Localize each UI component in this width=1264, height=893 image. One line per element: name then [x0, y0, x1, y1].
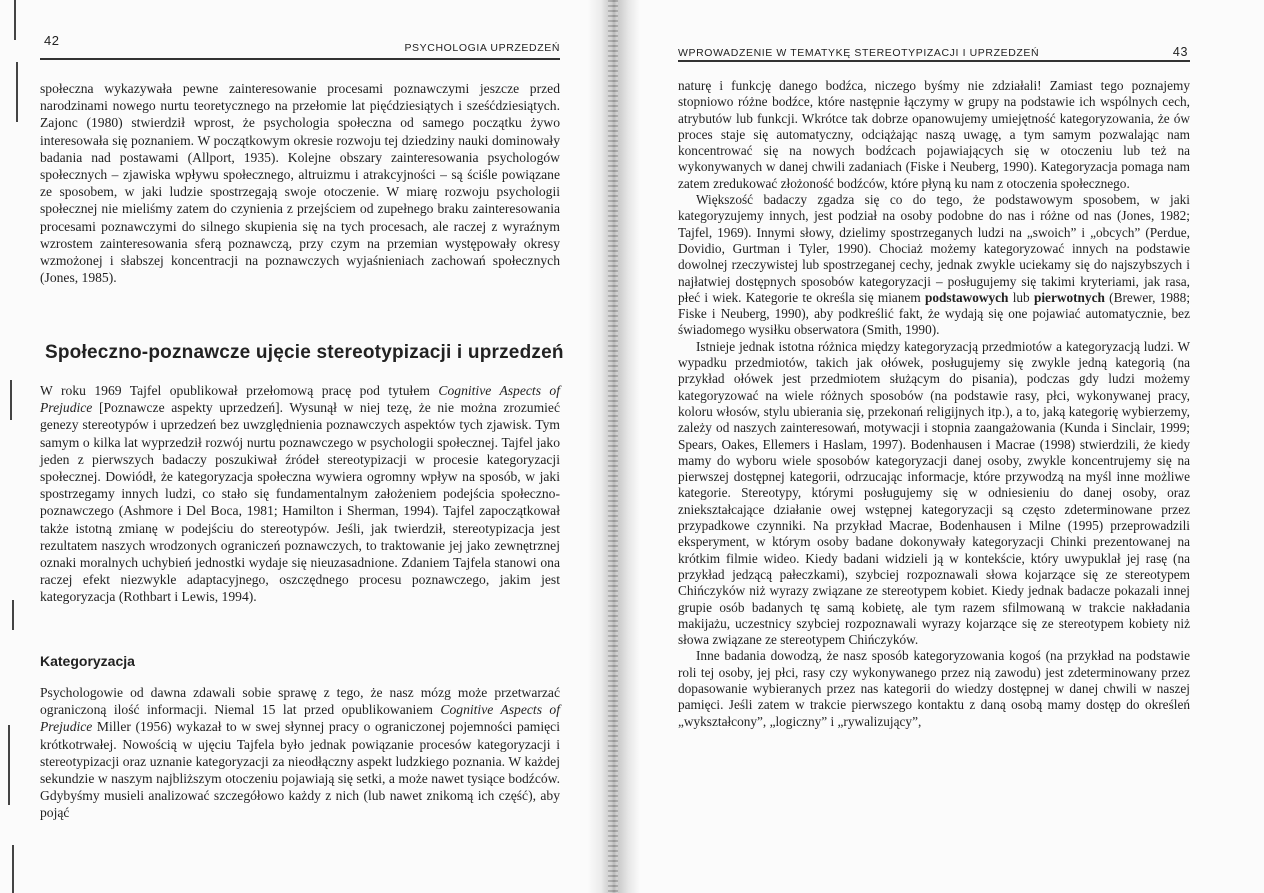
- scan-edge-marks: [0, 0, 30, 893]
- tajfel-paragraph: [40, 382, 560, 606]
- right-paragraph-3: Istnieje jednak istotna różnica między kategoryzacją przedmiotów a kategoryzacją ludzi. W wypadku przedmiotów, takich jak ołówek, posługujemy się zwykle jedną kategorią (na przykład ołówek jest przedmiotem służącym do pisania), podczas gdy ludzi możemy kategoryzować na wiele różnych sposobów (na podstawie rasy, płci, wykonywanej pracy, koloru włosów, stylu ubierania się, przekonań religijnych itp.), a to, jaką kategorię wybierzemy, zależy od naszych zainteresowań, motywacji i stopnia zaangażowania (Kunda i Sinclair, 1999; Spears, Oakes, Ellemers i Haslam, 1997). Bodenhausen i Macrae (1998) stwierdzili, że kiedy mamy do wyboru wiele sposobów kategoryzacji danej osoby, zwykle koncentrujemy się na pierwszej dostępnej kategorii, odrzucając informacje, które przywodzą na myśl inne możliwe kategorie. Stereotypy, którymi posługujemy się w odniesieniu do danej osoby, oraz zniekształcające działanie owej wstępnej kategoryzacji są często zdeterminowane przez przypadkowe czynniki. Na przykład Macrae, Bodenhausen i Milne (1995) przeprowadzili eksperyment, w którym osoby badane dokonywały kategoryzacji Chinki prezentowanej na krótkim filmie wideo. Kiedy badani widzieli ją w kontekście, który uwypuklał jej rasę (na przykład jedzącą pałeczkami), szybciej rozpoznawali słowa kojarzące się ze stereotypem Chińczyków niż wyrazy związane ze stereotypem kobiet. Kiedy jednak badacze pokazali innej grupie osób badanych tę samą kobietę, ale tym razem sfilmowaną w trakcie nakładania makijażu, uczestnicy szybciej rozpoznawali wyrazy kojarzące się ze stereotypem kobiety niż słowa związane ze stereotypem Chińczyków.: [678, 338, 1190, 648]
- kat-book-title: Cognitive Aspects of Prejudice: [40, 702, 560, 735]
- right-paragraph-2: [678, 192, 1190, 339]
- tajfel-book-title: Cognitive Aspects of Prejudice: [40, 383, 560, 416]
- p2-lub: lub: [1012, 289, 1030, 305]
- p2-bold-term-2: pierwotnych: [1033, 289, 1105, 305]
- left-paragraph-tajfel: [40, 382, 560, 606]
- kat-text-b: Miller (1956) wykazał to w swej słynnej pracy o ograniczonej pojemności pamięci krótkotrwałej. Nowością w ujęciu Tajfela było jednak powiązanie procesów kategoryzacji i stereotypizacji oraz uznanie kategoryzacji za nieodłączny aspekt ludzkiego poznania. W każdej sekundzie w naszym najbliższym otoczeniu pojawiają się setki, a może nawet tysiące bodźców. Gdybyśmy musieli analizować szczegółowo każdy z nich (lub nawet znikomą ich część), aby pojąć: [40, 719, 560, 821]
- right-header-rule: [678, 60, 1190, 62]
- tajfel-text-b: [Poznawcze aspekty uprzedzeń]. Wysunął w niej tezę, że nie można zrozumieć genezy stereotypów i uprzedzeń bez uwzględnienia poznawczych aspektów tych zjawisk. Tym samym o kilka lat wyprzedził rozwój nurtu poznawczego w psychologii społecznej. Tajfel jako jeden z pierwszych badaczy poszukiwał źródeł stereotypizacji w procesie kategoryzacji społecznej. Dowiódł, że kategoryzacja społeczna wywiera ogromny wpływ na sposób, w jaki spostrzegamy innych ludzi, co stało się fundamentalnym założeniem podejścia społeczno-poznawczego (Ashmore i Del Boca, 1981; Hamilton i Sherman, 1994). Tajfel zapoczątkował także istotną zmianę w podejściu do stereotypów. Jeśli, jak twierdził, stereotypizacja jest rezultatem naszych wrodzonych ograniczeń poznawczych, to traktowanie jej jako zewnętrznej oznaki moralnych uchybień jednostki wydaje się nieuzasadnione. Zdaniem Tajfela stanowi ona raczej efekt niezwykle adaptacyjnego, oszczędnego procesu poznawczego, jakim jest kategoryzacja (Rothbart i Lewis, 1994).: [40, 400, 560, 605]
- section-heading: Społeczno-poznawcze ujęcie stereotypizacji i uprzedzeń: [45, 342, 564, 363]
- left-header-rule: [40, 58, 560, 60]
- tajfel-text-a: W roku 1969 Tajfel opublikował przełomową pracę pod tytułem: [40, 383, 430, 398]
- subsection-heading: Kategoryzacja: [40, 653, 135, 669]
- p2-text-b: (Brewer, 1988; Fiske i Neuberg, 1990), aby podkreślić fakt, że wydają się one pojawiać automatycznie, bez świadomego wysiłku obserwatora (Smith, 1990).: [678, 289, 1191, 338]
- left-paragraph-intro: [40, 80, 560, 286]
- left-page-number: 42: [44, 33, 60, 48]
- left-running-head: [40, 33, 560, 59]
- p2-text-a: Większość badaczy zgadza się co do tego, że podstawowym sposobem, w jaki kategoryzujemy innych, jest podział na osoby podobne do nas i różne od nas (Jones, 1982; Tajfel, 1969). Innymi słowy, dzielimy spostrzeganych ludzi na „swoich” i „obcych” (Perdue, Dovidio, Gurtman i Tyler, 1990). Chociaż możemy kategoryzować innych na podstawie dowolnej rzeczywistej lub spostrzeganej cechy, jednak zwykle uciekamy się do najszybszych i najłatwiej dostępnych sposobów kategoryzacji – posługujemy się takimi kryteriami, jak rasa, płeć i wiek. Kategorie te określa się mianem: [678, 192, 1190, 305]
- left-paragraph-kategoryzacja: [40, 684, 560, 822]
- book-spine-gutter: [588, 0, 640, 893]
- right-body-text: [678, 78, 1190, 730]
- kategoryzacja-paragraph: [40, 684, 560, 822]
- right-running-head: [678, 37, 1190, 59]
- right-page-number: 43: [1172, 45, 1188, 59]
- kat-text-a: Psychologowie od dawna zdawali sobie sprawę z tego, że nasz mózg może przetwarzać ograniczoną ilość informacji. Niemal 15 lat przed opublikowaniem: [40, 685, 560, 718]
- right-running-title: WPROWADZENIE W TEMATYKĘ STEREOTYPIZACJI I UPRZEDZEŃ: [678, 47, 1040, 59]
- right-paragraph-4: Inne badania dowodzą, że nasz sposób kategoryzowania kogoś (na przykład na podstawie roli tej osoby, jej płci, rasy czy wykonywanego przez nią zawodu) jest zdeterminowany przez dopasowanie wybieranych przez nas kategorii do wiedzy dostępnej w danej chwili w naszej pamięci. Jeśli zatem w trakcie pierwszego kontaktu z daną osobą mamy dostęp do określeń „wykształcony”, „logiczny” i „rywalizujący”,: [678, 648, 1190, 729]
- intro-text: społeczna wykazywała pewne zainteresowanie procesami poznawczymi jeszcze przed narodzinami nowego nurtu teoretycznego na przełomie lat pięćdziesiątych i sześćdziesiątych. Zajonc (1980) stwierdził wprost, że psychologia społeczna od samego początku żywo interesowała się poznaniem. W początkowym okresie rozwoju tej dziedziny nauki dominowały badania nad postawami (Allport, 1935). Kolejne obszary zainteresowania psychologów społecznych – zjawiska wpływu społecznego, altruizmu i atrakcyjności – są ściśle powiązane ze sposobem, w jaki ludzie spostrzegają swoje otoczenie. W miarę rozwoju psychologii społecznej nie mieliśmy zatem do czynienia z przejściem od zupełnego braku zainteresowania procesami poznawczymi do silnego skupienia się na tych procesach, ale raczej z wyraźnym wzrostem zainteresowania sferą poznawczą, przy czym na przemian występowały okresy wzmożonej i słabszej koncentracji na poznawczych wyjaśnieniach zachowań społecznych (Jones, 1985).: [40, 81, 560, 286]
- left-running-title: PSYCHOLOGIA UPRZEDZEŃ: [404, 42, 560, 54]
- right-paragraph-1: naturę i funkcję danego bodźca, niczego byśmy nie zdziałali! Zamiast tego poznajemy stopniowo różne bodźce, które następnie łączymy w grupy na podstawie ich wspólnych cech, atrybutów lub funkcji. Wkrótce tak dobrze opanowujemy umiejętność kategoryzowania, że ów proces staje się automatyczny, odciążając naszą uwagę, a tym samym pozwalając nam koncentrować się na nowych bodźcach pojawiających się w otoczeniu lub też na wykonywanych w danej chwili zadaniach (Fiske i Neuberg, 1990). Kategoryzacja pomaga nam zatem zredukować złożoność bodźców, które płyną ku nam z otoczenia społecznego.: [678, 78, 1190, 191]
- p2-bold-term-1: podstawowych: [924, 289, 1009, 305]
